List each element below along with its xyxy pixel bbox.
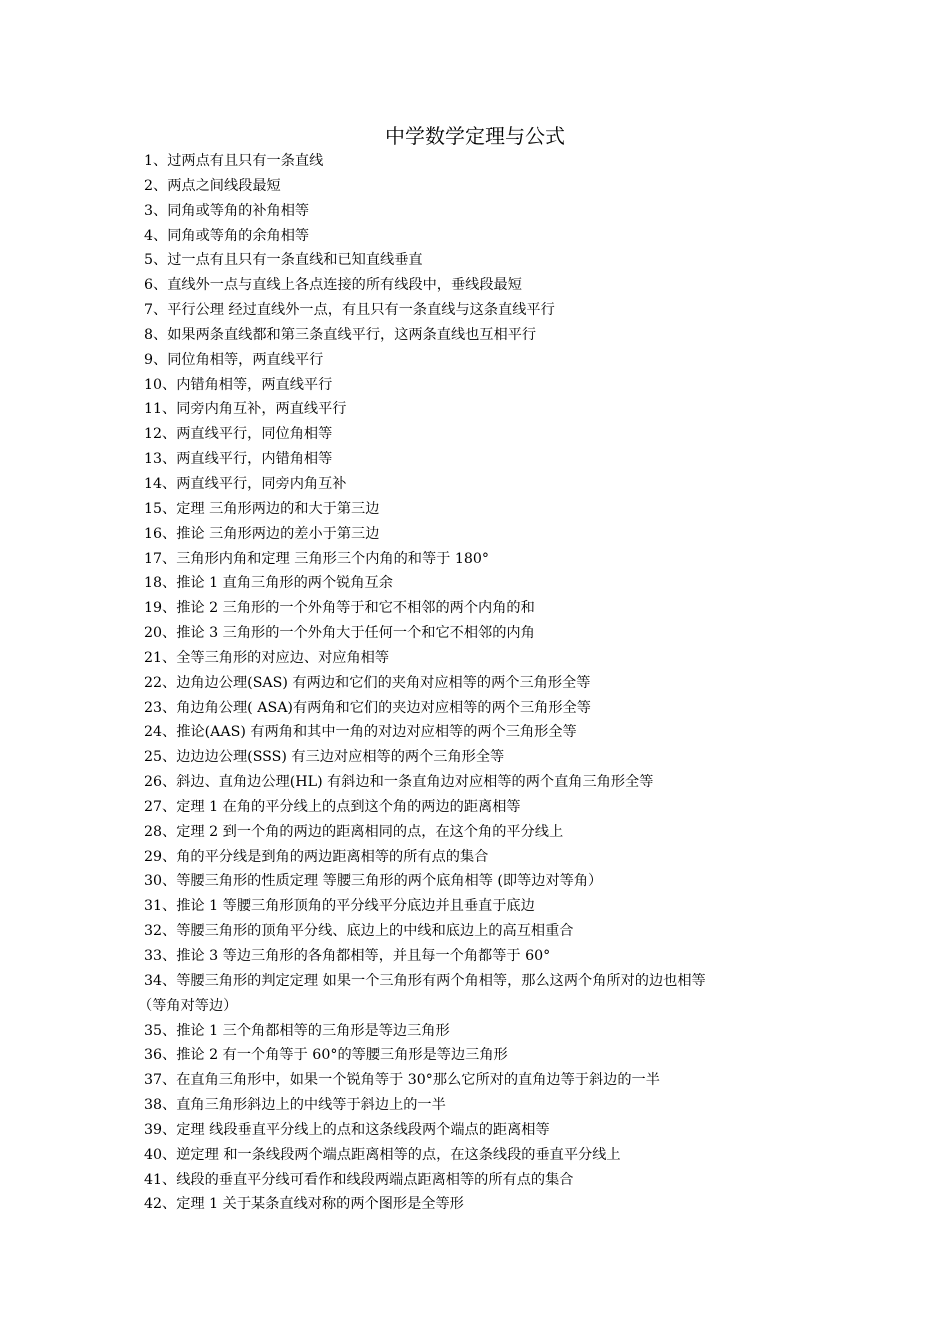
theorem-line: 26、斜边、直角边公理(HL) 有斜边和一条直角边对应相等的两个直角三角形全等 — [144, 774, 654, 791]
theorem-list — [138, 149, 824, 1217]
theorem-line: 24、推论(AAS) 有两角和其中一角的对边对应相等的两个三角形全等 — [144, 724, 577, 741]
theorem-line: 3、同角或等角的补角相等 — [144, 202, 310, 219]
theorem-item-17 — [144, 547, 824, 572]
theorem-line: 41、线段的垂直平分线可看作和线段两端点距离相等的所有点的集合 — [144, 1171, 574, 1188]
theorem-line: 38、直角三角形斜边上的中线等于斜边上的一半 — [144, 1097, 446, 1114]
theorem-item-14 — [144, 472, 824, 497]
theorem-item-39 — [144, 1118, 824, 1143]
theorem-item-37 — [144, 1068, 824, 1093]
theorem-item-3 — [144, 199, 824, 224]
theorem-line: 20、推论 3 三角形的一个外角大于任何一个和它不相邻的内角 — [144, 625, 535, 642]
theorem-item-1 — [144, 149, 824, 174]
theorem-item-8 — [144, 323, 824, 348]
theorem-item-18 — [144, 571, 824, 596]
theorem-line: 1、过两点有且只有一条直线 — [144, 153, 324, 169]
theorem-line: 11、同旁内角互补，两直线平行 — [144, 401, 347, 418]
theorem-item-12 — [144, 422, 824, 447]
theorem-line: 10、内错角相等，两直线平行 — [144, 376, 333, 393]
document-title: 中学数学定理与公式 — [385, 124, 565, 148]
theorem-line: 17、三角形内角和定理 三角形三个内角的和等于 180° — [144, 550, 489, 567]
theorem-line: 23、角边角公理( ASA)有两角和它们的夹边对应相等的两个三角形全等 — [144, 699, 591, 716]
theorem-line: 13、两直线平行，内错角相等 — [144, 451, 333, 468]
theorem-item-7 — [144, 298, 824, 323]
theorem-item-23 — [144, 696, 824, 721]
theorem-item-4 — [144, 224, 824, 249]
theorem-item-20 — [144, 621, 824, 646]
theorem-line: 15、定理 三角形两边的和大于第三边 — [144, 500, 380, 517]
theorem-line: 5、过一点有且只有一条直线和已知直线垂直 — [144, 252, 423, 269]
theorem-line: 32、等腰三角形的顶角平分线、底边上的中线和底边上的高互相重合 — [144, 923, 574, 940]
theorem-item-32 — [144, 919, 824, 944]
theorem-line: 9、同位角相等，两直线平行 — [144, 351, 324, 368]
theorem-line: 22、边角边公理(SAS) 有两边和它们的夹角对应相等的两个三角形全等 — [144, 674, 591, 691]
theorem-line: 14、两直线平行，同旁内角互补 — [144, 475, 347, 492]
theorem-item-15 — [144, 497, 824, 522]
theorem-item-26 — [144, 770, 824, 795]
theorem-line: 28、定理 2 到一个角的两边的距离相同的点，在这个角的平分线上 — [144, 823, 564, 840]
theorem-item-35 — [144, 1019, 824, 1044]
theorem-item-2 — [144, 174, 824, 199]
theorem-line: 40、逆定理 和一条线段两个端点距离相等的点，在这条线段的垂直平分线上 — [144, 1146, 621, 1163]
theorem-item-34 — [138, 969, 824, 1019]
theorem-line: 6、直线外一点与直线上各点连接的所有线段中，垂线段最短 — [144, 277, 522, 294]
theorem-line: 36、推论 2 有一个角等于 60°的等腰三角形是等边三角形 — [144, 1047, 508, 1064]
theorem-line: 35、推论 1 三个角都相等的三角形是等边三角形 — [144, 1022, 450, 1039]
theorem-line: 30、等腰三角形的性质定理 等腰三角形的两个底角相等 (即等边对等角） — [144, 873, 603, 890]
theorem-line: 19、推论 2 三角形的一个外角等于和它不相邻的两个内角的和 — [144, 600, 535, 617]
theorem-item-5 — [144, 248, 824, 273]
theorem-line: 21、全等三角形的对应边、对应角相等 — [144, 649, 390, 666]
theorem-item-16 — [144, 522, 824, 547]
theorem-item-40 — [144, 1143, 824, 1168]
theorem-line: 39、定理 线段垂直平分线上的点和这条线段两个端点的距离相等 — [144, 1121, 550, 1138]
theorem-item-21 — [144, 646, 824, 671]
theorem-line: 8、如果两条直线都和第三条直线平行，这两条直线也互相平行 — [144, 326, 537, 343]
theorem-item-29 — [144, 845, 824, 870]
theorem-line: 27、定理 1 在角的平分线上的点到这个角的两边的距离相等 — [144, 798, 521, 815]
theorem-line: 29、角的平分线是到角的两边距离相等的所有点的集合 — [144, 848, 489, 865]
theorem-line: 31、推论 1 等腰三角形顶角的平分线平分底边并且垂直于底边 — [144, 898, 535, 915]
theorem-item-10 — [144, 373, 824, 398]
theorem-line: 18、推论 1 直角三角形的两个锐角互余 — [144, 575, 393, 592]
theorem-line: 37、在直角三角形中，如果一个锐角等于 30°那么它所对的直角边等于斜边的一半 — [144, 1072, 660, 1089]
theorem-line-continuation: （等角对等边） — [138, 997, 238, 1014]
theorem-item-38 — [144, 1093, 824, 1118]
theorem-line: 42、定理 1 关于某条直线对称的两个图形是全等形 — [144, 1196, 464, 1213]
theorem-item-6 — [144, 273, 824, 298]
theorem-line: 7、平行公理 经过直线外一点，有且只有一条直线与这条直线平行 — [144, 302, 555, 319]
theorem-line: 33、推论 3 等边三角形的各角都相等，并且每一个角都等于 60° — [144, 948, 551, 964]
theorem-item-25 — [144, 745, 824, 770]
theorem-item-33 — [144, 944, 824, 969]
theorem-line: 12、两直线平行，同位角相等 — [144, 426, 333, 443]
theorem-line: 4、同角或等角的余角相等 — [144, 227, 310, 244]
theorem-item-22 — [144, 671, 824, 696]
theorem-item-31 — [144, 894, 824, 919]
theorem-item-9 — [144, 348, 824, 373]
theorem-item-30 — [144, 869, 824, 894]
theorem-item-11 — [144, 397, 824, 422]
theorem-item-13 — [144, 447, 824, 472]
theorem-line: 25、边边边公理(SSS) 有三边对应相等的两个三角形全等 — [144, 749, 505, 766]
theorem-line: 16、推论 三角形两边的差小于第三边 — [144, 525, 380, 542]
theorem-item-24 — [144, 720, 824, 745]
theorem-item-41 — [144, 1168, 824, 1193]
theorem-item-28 — [144, 820, 824, 845]
theorem-item-42 — [144, 1192, 824, 1217]
theorem-line: 34、等腰三角形的判定定理 如果一个三角形有两个角相等，那么这两个角所对的边也相等 — [144, 972, 706, 989]
theorem-item-19 — [144, 596, 824, 621]
theorem-item-27 — [144, 795, 824, 820]
theorem-line: 2、两点之间线段最短 — [144, 177, 281, 194]
theorem-item-36 — [144, 1043, 824, 1068]
